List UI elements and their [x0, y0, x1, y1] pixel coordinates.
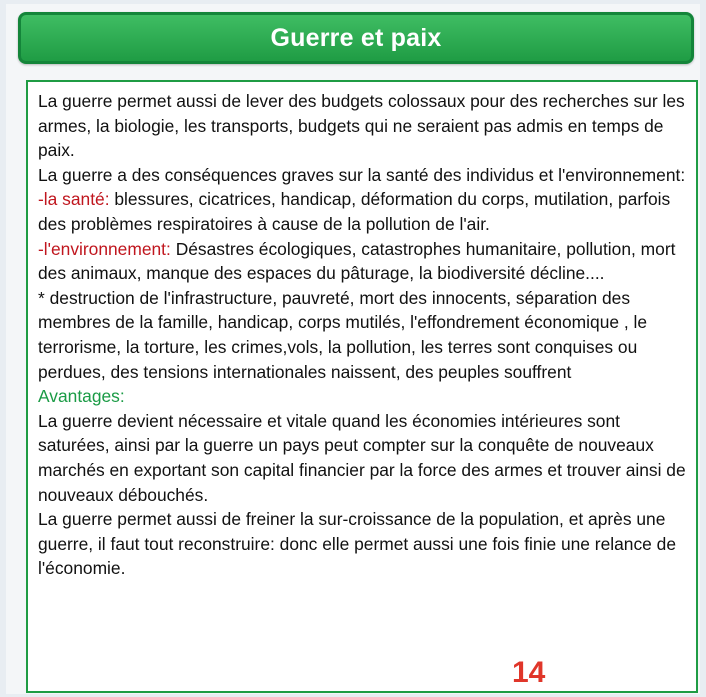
environnement-label: -l'environnement: [38, 238, 171, 259]
paragraph-sante [38, 187, 686, 236]
environnement-text: Désastres écologiques, catastrophes humanitaire, pollution, mort des animaux, manque des espaces du pâturage, la biodiversité décline.... [38, 238, 676, 284]
paragraph-reconstruction: La guerre permet aussi de freiner la sur-croissance de la population, et après une guerre, il faut tout reconstruire: donc elle permet aussi une fois finie une relance de l'économie. [38, 509, 677, 579]
title-banner [18, 12, 694, 64]
paragraph-consequences: La guerre a des conséquences graves sur la santé des individus et l'environnement: [38, 164, 686, 185]
page-title: Guerre et paix [270, 23, 442, 52]
sante-label: -la santé: [38, 189, 110, 210]
paragraph-environnement [38, 237, 686, 286]
content-box [26, 80, 698, 693]
paragraph-destruction: * destruction de l'infrastructure, pauvreté, mort des innocents, séparation des membres de la famille, handicap, corps mutilés, l'effondrement économique , le terrorisme, la torture, les crimes,vols, la pollution, les terres sont conquises ou perdues, des tensions internationales naissent, des peuples souffrent [38, 287, 648, 382]
avantages-heading: Avantages: [38, 386, 125, 407]
paragraph-avantages: La guerre devient nécessaire et vitale quand les économies intérieures sont saturées, ainsi par la guerre un pays peut compter sur la conquête de nouveaux marchés en exportant son capital financier par la force des armes et trouver ainsi de nouveaux débouchés. [38, 410, 686, 505]
paragraph-budgets: La guerre permet aussi de lever des budgets colossaux pour des recherches sur les armes, la biologie, les transports, budgets qui ne seraient pas admis en temps de paix. [38, 91, 685, 161]
page-number: 14 [512, 656, 546, 689]
sante-text: blessures, cicatrices, handicap, déformation du corps, mutilation, parfois des problèmes respiratoires à cause de la pollution de l'air. [38, 189, 671, 234]
